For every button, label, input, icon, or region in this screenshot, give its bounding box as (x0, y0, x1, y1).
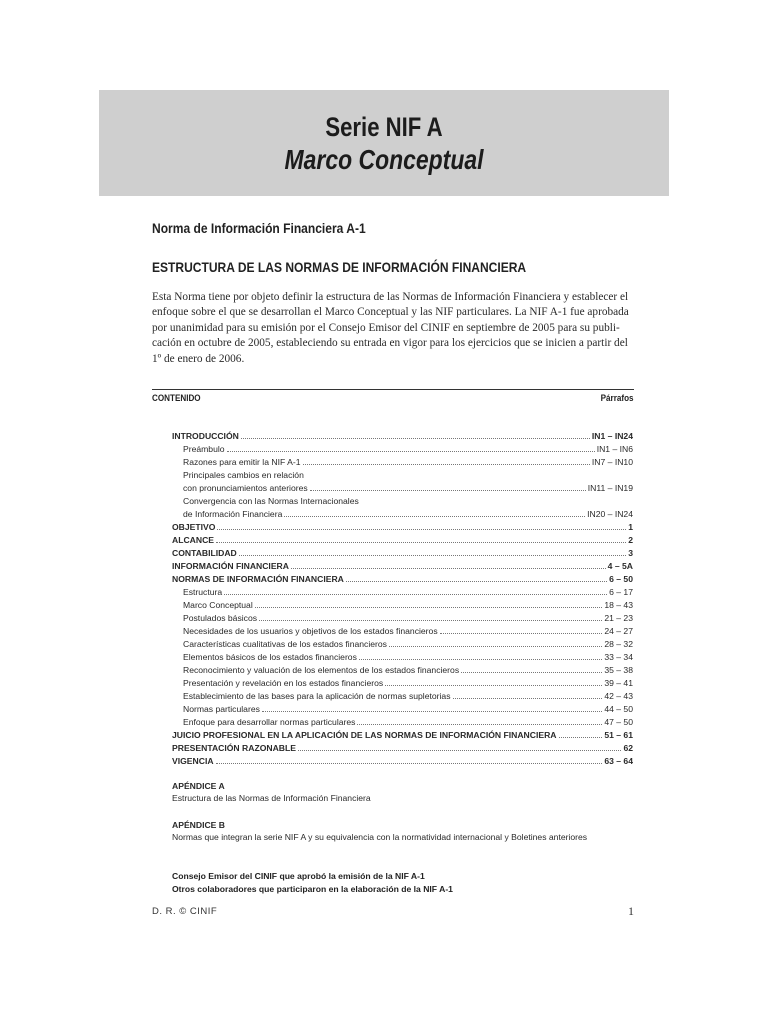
appendix-a (172, 781, 371, 803)
intro-line: 1º de enero de 2006. (152, 352, 245, 365)
toc-entry-paragraphs: 42 – 43 (604, 691, 633, 701)
toc-leader-dots (262, 704, 602, 712)
toc-entry (172, 691, 633, 704)
intro-line: cación en octubre de 2005, estableciendo su entrada en vigor para los ejercicios que se inicien a partir del (152, 337, 628, 350)
toc-entry (172, 522, 633, 535)
toc-entry (172, 509, 633, 522)
norm-title: Norma de Información Financiera A-1 (152, 220, 366, 236)
series-title: Serie NIF A (325, 112, 443, 142)
toc-leader-dots (357, 717, 602, 725)
toc-entry-paragraphs: 47 – 50 (604, 717, 633, 727)
toc-leader-dots (259, 613, 602, 621)
toc-entry-paragraphs: 1 (628, 522, 633, 532)
toc-entry-paragraphs: 21 – 23 (604, 613, 633, 623)
toc-entry (172, 730, 633, 743)
toc-entry-label: Presentación y revelación en los estados financieros (183, 678, 384, 688)
toc-entry (172, 444, 633, 457)
toc-leader-dots (306, 471, 631, 478)
toc-leader-dots (241, 431, 590, 439)
toc-entry-paragraphs: 51 – 61 (604, 730, 633, 740)
toc-entry (172, 704, 633, 717)
toc-entry (172, 574, 633, 587)
credits (172, 870, 453, 896)
toc-entry-paragraphs: 33 – 34 (604, 652, 633, 662)
toc-leader-dots (346, 574, 607, 582)
copyright-footer: D. R. © CINIF (152, 906, 218, 917)
toc-entry-paragraphs: 2 (628, 535, 633, 545)
toc-entry-paragraphs: 28 – 32 (604, 639, 633, 649)
toc-entry-label: con pronunciamientos anteriores (183, 483, 308, 493)
toc-entry (172, 626, 633, 639)
toc-entry-label: Reconocimiento y valuación de los elementos de los estados financieros (183, 665, 460, 675)
toc-entry (172, 470, 633, 483)
toc-entry (172, 535, 633, 548)
toc-leader-dots (224, 587, 607, 595)
toc-entry-label: Principales cambios en relación (183, 470, 304, 480)
toc-entry (172, 756, 633, 769)
toc-entry-label: INFORMACIÓN FINANCIERA (172, 561, 289, 571)
toc-entry-paragraphs: IN20 – IN24 (587, 509, 633, 519)
toc-entry-label: Razones para emitir la NIF A-1 (183, 457, 301, 467)
toc-entry (172, 431, 633, 444)
toc-entry-label: Marco Conceptual (183, 600, 253, 610)
toc-leader-dots (361, 497, 631, 504)
toc-leader-dots (303, 457, 590, 465)
toc-entry-paragraphs: IN11 – IN19 (587, 483, 633, 493)
toc-entry-label: Normas particulares (183, 704, 260, 714)
intro-line: por unanimidad para su emisión por el Consejo Emisor del CINIF en septiembre de 2005 para su publi- (152, 321, 620, 334)
toc-entry (172, 587, 633, 600)
toc-leader-dots (216, 535, 626, 543)
series-subtitle: Marco Conceptual (284, 144, 484, 175)
toc-leader-dots (239, 548, 626, 556)
toc-entry (172, 600, 633, 613)
toc-entry-label: Elementos básicos de los estados financieros (183, 652, 357, 662)
toc-entry-label: JUICIO PROFESIONAL EN LA APLICACIÓN DE LAS NORMAS DE INFORMACIÓN FINANCIERA (172, 730, 557, 740)
appendix-b (172, 820, 587, 842)
toc-entry-label: Características cualitativas de los estados financieros (183, 639, 387, 649)
toc-leader-dots (284, 509, 585, 517)
toc-entry (172, 717, 633, 730)
contents-heading: CONTENIDO (152, 393, 201, 403)
toc-entry-label: PRESENTACIÓN RAZONABLE (172, 743, 296, 753)
table-of-contents (172, 431, 633, 769)
toc-entry-paragraphs: 24 – 27 (604, 626, 633, 636)
credits-line: Consejo Emisor del CINIF que aprobó la emisión de la NIF A-1 (172, 871, 425, 881)
page-number: 1 (628, 904, 634, 918)
toc-entry (172, 548, 633, 561)
toc-entry (172, 483, 633, 496)
appendix-b-heading: APÉNDICE B (172, 820, 226, 830)
appendix-a-text: Estructura de las Normas de Información Financiera (172, 793, 371, 803)
toc-leader-dots (440, 626, 603, 634)
title-banner (99, 90, 669, 196)
toc-entry-label: Estructura (183, 587, 223, 597)
toc-leader-dots (217, 522, 626, 530)
intro-paragraph (152, 290, 634, 367)
toc-entry-label: OBJETIVO (172, 522, 216, 532)
paragraphs-heading: Párrafos (601, 393, 634, 403)
toc-entry (172, 639, 633, 652)
intro-line: Esta Norma tiene por objeto definir la estructura de las Normas de Información Financiera y establecer el (152, 291, 629, 303)
toc-entry-paragraphs: IN1 – IN6 (596, 444, 633, 454)
toc-entry-label: Preámbulo (183, 444, 225, 454)
toc-entry-label: Enfoque para desarrollar normas particulares (183, 717, 356, 727)
toc-leader-dots (359, 652, 602, 660)
toc-entry-label: Convergencia con las Normas Internacionales (183, 496, 359, 506)
toc-entry (172, 665, 633, 678)
toc-entry-label: ALCANCE (172, 535, 215, 545)
toc-entry (172, 613, 633, 626)
toc-leader-dots (227, 444, 595, 452)
toc-entry-paragraphs: 35 – 38 (604, 665, 633, 675)
toc-entry-paragraphs: 3 (628, 548, 633, 558)
toc-entry (172, 457, 633, 470)
credits-line: Otros colaboradores que participaron en la elaboración de la NIF A-1 (172, 884, 453, 894)
toc-leader-dots (255, 600, 603, 608)
toc-leader-dots (385, 678, 602, 686)
section-title: ESTRUCTURA DE LAS NORMAS DE INFORMACIÓN FINANCIERA (152, 259, 527, 275)
toc-entry-paragraphs: 44 – 50 (604, 704, 633, 714)
toc-entry-label: Necesidades de los usuarios y objetivos de los estados financieros (183, 626, 438, 636)
toc-leader-dots (461, 665, 602, 673)
toc-entry-label: VIGENCIA (172, 756, 214, 766)
toc-entry (172, 561, 633, 574)
toc-leader-dots (453, 691, 603, 699)
toc-entry-paragraphs: 6 – 50 (609, 574, 633, 584)
toc-entry-paragraphs: 18 – 43 (604, 600, 633, 610)
toc-entry-paragraphs: 6 – 17 (609, 587, 633, 597)
toc-entry (172, 743, 633, 756)
toc-entry-paragraphs: 62 (623, 743, 633, 753)
toc-entry (172, 652, 633, 665)
toc-entry (172, 678, 633, 691)
toc-entry-label: NORMAS DE INFORMACIÓN FINANCIERA (172, 574, 344, 584)
toc-entry-label: CONTABILIDAD (172, 548, 237, 558)
appendix-b-text: Normas que integran la serie NIF A y su equivalencia con la normatividad internacional y Boletines anteriores (172, 832, 588, 842)
toc-entry-paragraphs: 63 – 64 (604, 756, 633, 766)
toc-leader-dots (559, 730, 603, 738)
toc-entry-label: Establecimiento de las bases para la aplicación de normas supletorias (183, 691, 451, 701)
toc-entry-paragraphs: IN7 – IN10 (591, 457, 633, 467)
toc-entry-paragraphs: 4 – 5A (607, 561, 633, 571)
appendix-a-heading: APÉNDICE A (172, 781, 225, 791)
intro-line: enfoque sobre el que se desarrollan el Marco Conceptual y las NIF particulares. La NIF A-1 fue aprobada (152, 306, 629, 319)
toc-leader-dots (291, 561, 606, 569)
contents-divider (152, 389, 634, 390)
toc-leader-dots (310, 483, 586, 491)
toc-entry-label: Postulados básicos (183, 613, 258, 623)
toc-entry-label: de Información Financiera (183, 509, 283, 519)
toc-entry (172, 496, 633, 509)
toc-entry-paragraphs: 39 – 41 (604, 678, 633, 688)
toc-leader-dots (216, 756, 603, 764)
toc-entry-paragraphs: IN1 – IN24 (591, 431, 633, 441)
toc-entry-label: INTRODUCCIÓN (172, 431, 239, 441)
toc-leader-dots (389, 639, 602, 647)
toc-leader-dots (298, 743, 621, 751)
